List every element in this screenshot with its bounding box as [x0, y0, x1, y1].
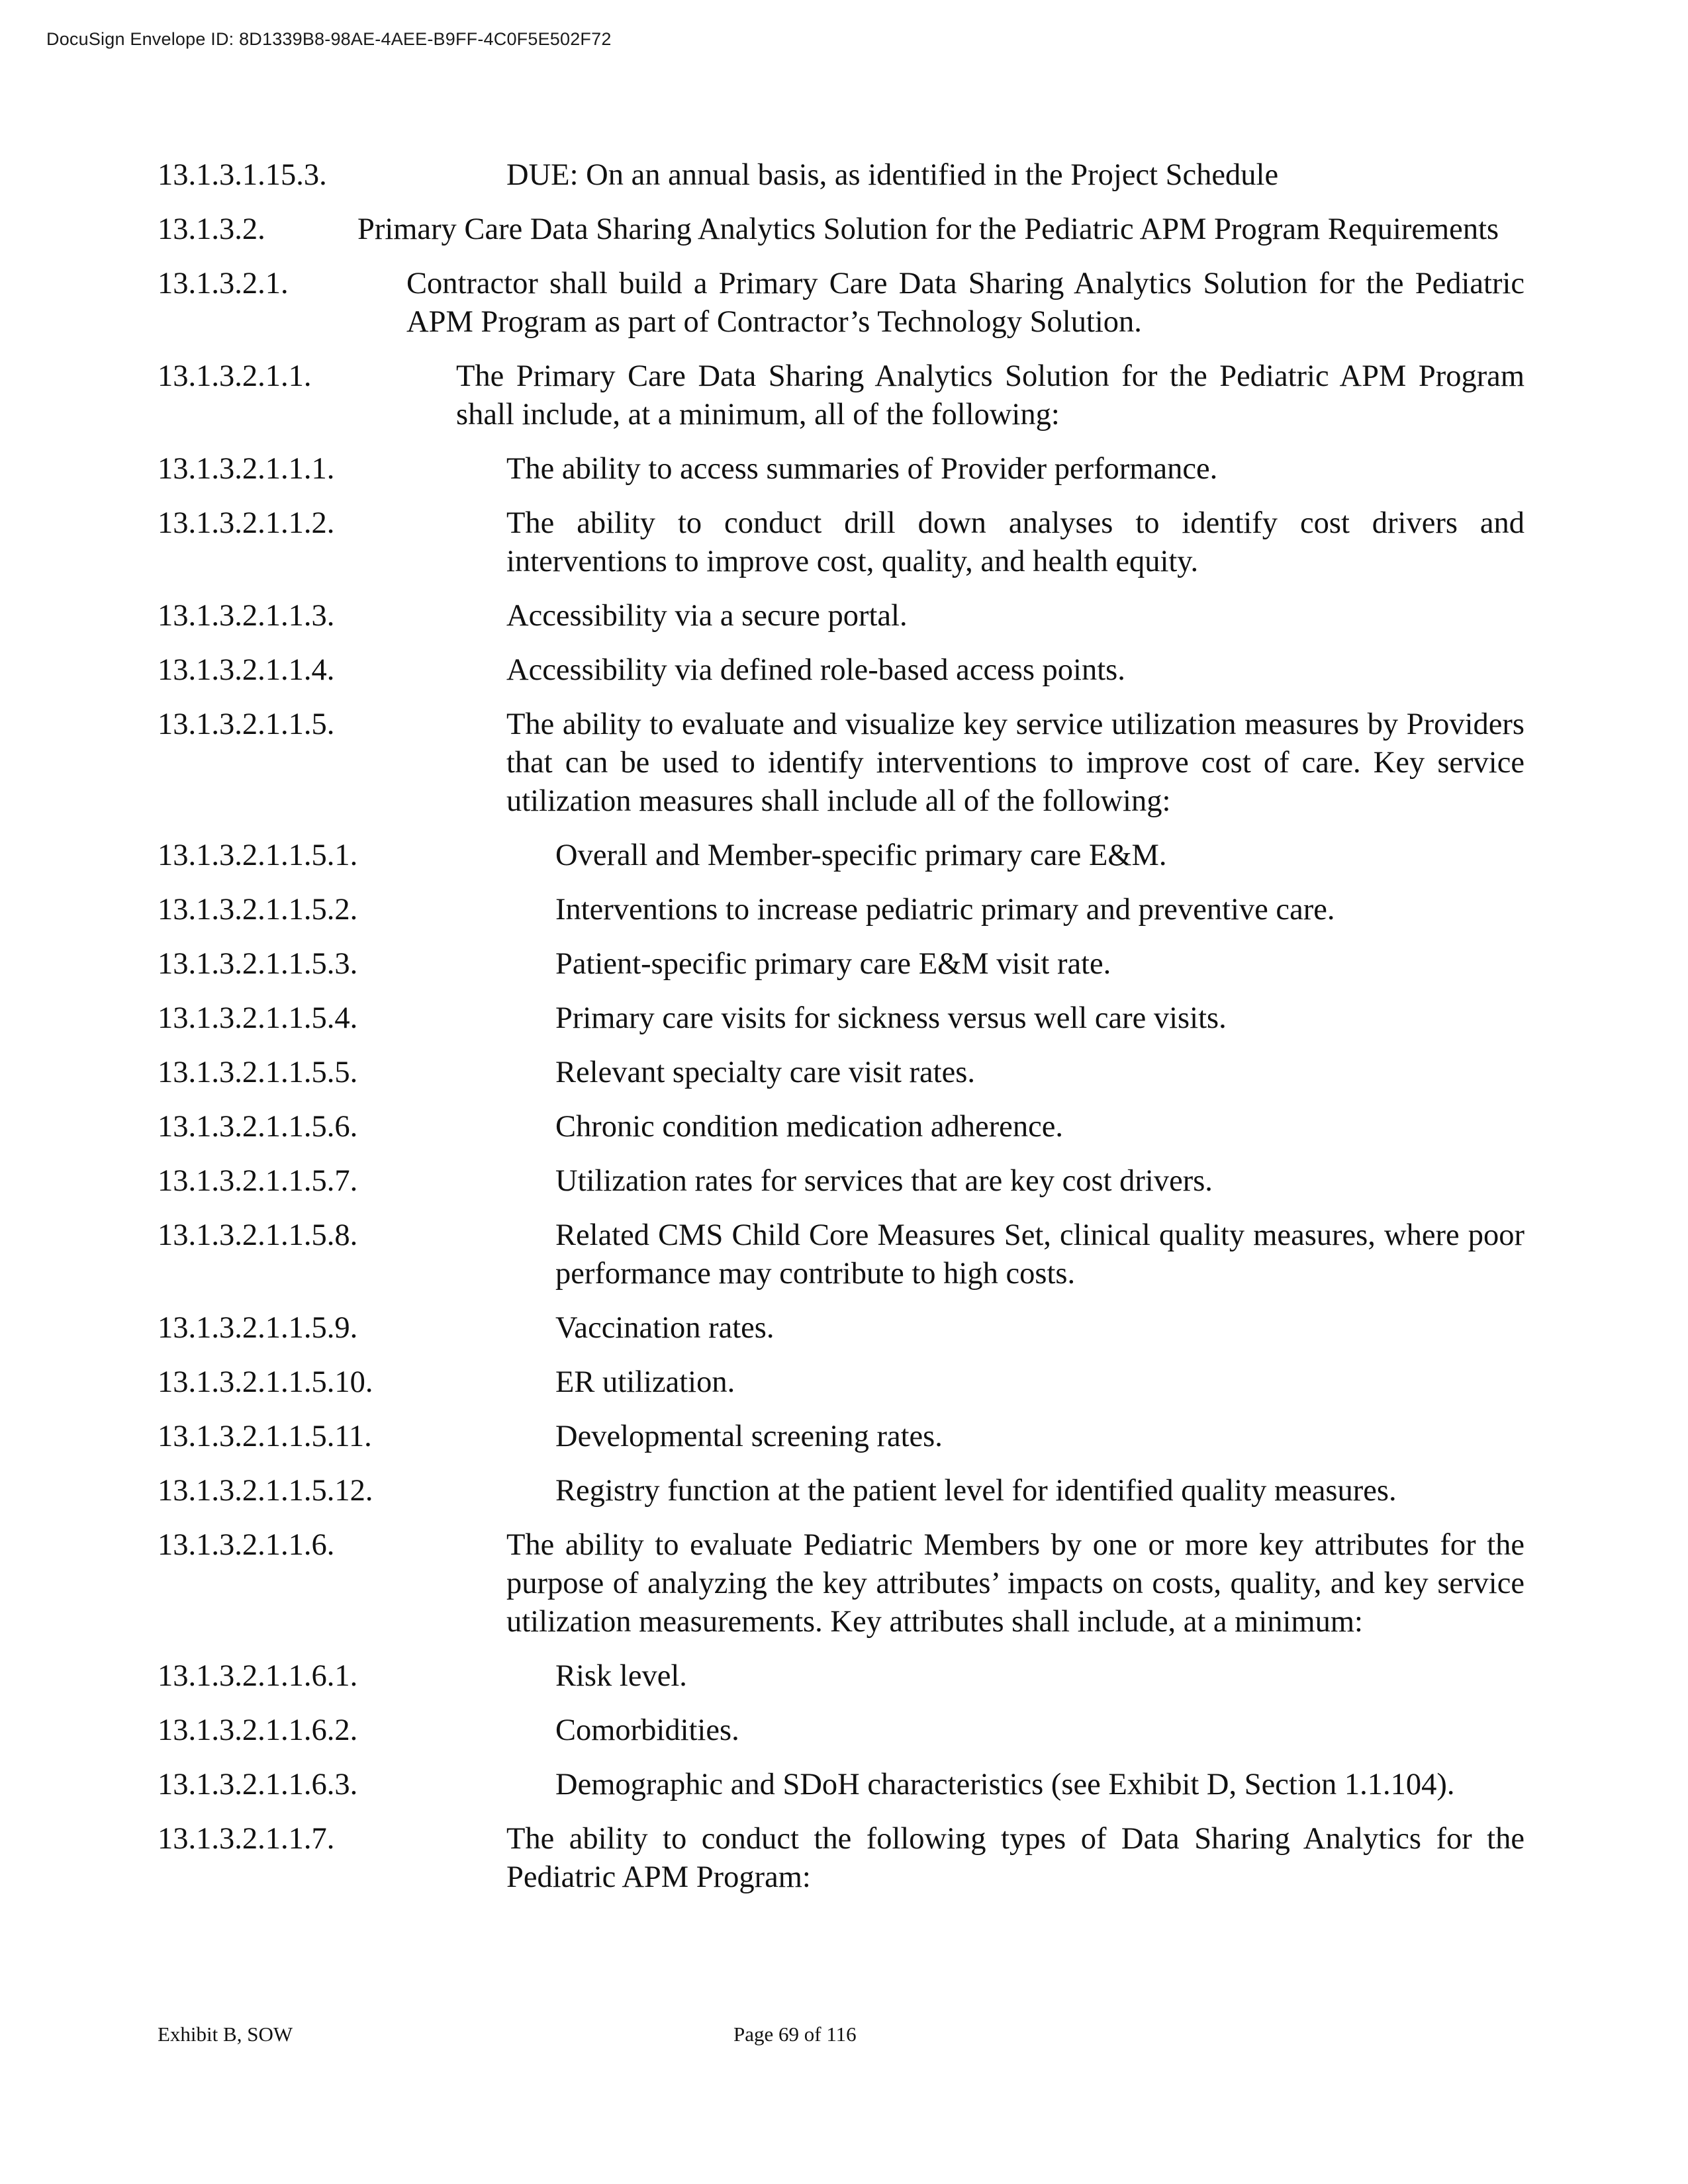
section-text: Patient-specific primary care E&M visit rate.	[555, 947, 1111, 981]
section-number: 13.1.3.2.1.1.5.1.	[158, 839, 358, 872]
section-number: 13.1.3.2.1.1.5.	[158, 707, 335, 741]
section-number: 13.1.3.2.1.1.7.	[158, 1822, 335, 1856]
section-entry	[158, 1472, 1524, 1510]
section-text: Demographic and SDoH characteristics (see Exhibit D, Section 1.1.104).	[555, 1768, 1455, 1801]
section-text: Registry function at the patient level for identified quality measures.	[555, 1474, 1397, 1508]
section-number: 13.1.3.2.1.1.5.3.	[158, 947, 358, 981]
footer-page-number: Page 69 of 116	[733, 2023, 857, 2046]
section-text: Relevant specialty care visit rates.	[555, 1056, 975, 1089]
section-number: 13.1.3.2.1.1.2.	[158, 506, 335, 540]
section-number: 13.1.3.2.1.1.5.6.	[158, 1110, 358, 1144]
section-entry	[158, 1526, 1524, 1641]
section-entry	[158, 597, 1524, 635]
section-text: The ability to conduct the following types of Data Sharing Analytics for the Pediatric APM Program:	[506, 1822, 1524, 1894]
section-text: Contractor shall build a Primary Care Data Sharing Analytics Solution for the Pediatric APM Program as part of Contractor’s Technology Solution.	[406, 267, 1524, 339]
section-entry	[158, 891, 1524, 929]
section-number: 13.1.3.2.1.1.6.3.	[158, 1768, 358, 1801]
section-entry	[158, 1309, 1524, 1347]
section-number: 13.1.3.2.1.1.5.10.	[158, 1365, 373, 1399]
section-text: Interventions to increase pediatric primary and preventive care.	[555, 893, 1335, 927]
section-text: Developmental screening rates.	[555, 1420, 943, 1453]
section-entry	[158, 651, 1524, 690]
section-entry	[158, 1162, 1524, 1201]
section-text: Overall and Member-specific primary care E&M.	[555, 839, 1167, 872]
section-text: The ability to evaluate and visualize key service utilization measures by Providers that can be used to identify interventions to improve cost of care. Key service utilization measures shall include all of the following:	[506, 707, 1524, 818]
section-number: 13.1.3.2.	[158, 212, 265, 246]
section-text: Vaccination rates.	[555, 1311, 774, 1345]
section-entry	[158, 945, 1524, 983]
section-number: 13.1.3.2.1.1.5.11.	[158, 1420, 372, 1453]
section-entry	[158, 265, 1524, 341]
section-text: Primary Care Data Sharing Analytics Solution for the Pediatric APM Program Requirements	[357, 212, 1499, 246]
section-number: 13.1.3.2.1.1.5.7.	[158, 1164, 358, 1198]
section-text: Chronic condition medication adherence.	[555, 1110, 1063, 1144]
section-text: The ability to evaluate Pediatric Members by one or more key attributes for the purpose of analyzing the key attributes’ impacts on costs, quality, and key service utilization measurements. Key attributes shall include, at a minimum:	[506, 1528, 1524, 1639]
section-number: 13.1.3.2.1.1.5.12.	[158, 1474, 373, 1508]
document-body	[158, 156, 1524, 1913]
section-entry	[158, 1363, 1524, 1402]
section-entry	[158, 210, 1524, 249]
section-entry	[158, 1108, 1524, 1146]
section-text: Primary care visits for sickness versus well care visits.	[555, 1001, 1227, 1035]
section-number: 13.1.3.2.1.1.4.	[158, 653, 335, 687]
section-text: ER utilization.	[555, 1365, 735, 1399]
section-text: Related CMS Child Core Measures Set, clinical quality measures, where poor performance may contribute to high costs.	[555, 1218, 1524, 1291]
section-number: 13.1.3.2.1.1.5.5.	[158, 1056, 358, 1089]
section-entry	[158, 1766, 1524, 1804]
section-number: 13.1.3.2.1.	[158, 267, 289, 300]
section-text: Accessibility via defined role-based access points.	[506, 653, 1125, 687]
section-number: 13.1.3.2.1.1.6.1.	[158, 1659, 358, 1693]
section-number: 13.1.3.2.1.1.6.	[158, 1528, 335, 1562]
section-entry	[158, 705, 1524, 821]
section-entry	[158, 999, 1524, 1038]
section-number: 13.1.3.2.1.1.	[158, 359, 312, 393]
section-number: 13.1.3.2.1.1.5.9.	[158, 1311, 358, 1345]
section-number: 13.1.3.2.1.1.3.	[158, 599, 335, 633]
section-number: 13.1.3.2.1.1.5.2.	[158, 893, 358, 927]
section-text: The Primary Care Data Sharing Analytics Solution for the Pediatric APM Program shall include, at a minimum, all of the following:	[456, 359, 1524, 432]
section-number: 13.1.3.2.1.1.5.4.	[158, 1001, 358, 1035]
section-entry	[158, 450, 1524, 488]
section-entry	[158, 837, 1524, 875]
section-entry	[158, 1657, 1524, 1696]
section-number: 13.1.3.2.1.1.5.8.	[158, 1218, 358, 1252]
footer-exhibit-label: Exhibit B, SOW	[158, 2023, 293, 2046]
section-entry	[158, 1711, 1524, 1750]
section-entry	[158, 1216, 1524, 1293]
section-entry	[158, 357, 1524, 434]
section-number: 13.1.3.1.15.3.	[158, 158, 327, 192]
section-text: Comorbidities.	[555, 1713, 739, 1747]
section-text: DUE: On an annual basis, as identified in the Project Schedule	[506, 158, 1279, 192]
section-entry	[158, 1054, 1524, 1092]
section-text: The ability to conduct drill down analyses to identify cost drivers and interventions to improve cost, quality, and health equity.	[506, 506, 1524, 578]
section-text: Risk level.	[555, 1659, 687, 1693]
section-number: 13.1.3.2.1.1.1.	[158, 452, 335, 486]
docusign-envelope-id: DocuSign Envelope ID: 8D1339B8-98AE-4AEE-B9FF-4C0F5E502F72	[46, 29, 612, 49]
section-entry	[158, 1418, 1524, 1456]
section-entry	[158, 504, 1524, 581]
section-text: Utilization rates for services that are key cost drivers.	[555, 1164, 1213, 1198]
section-entry	[158, 1820, 1524, 1897]
section-text: Accessibility via a secure portal.	[506, 599, 908, 633]
section-text: The ability to access summaries of Provider performance.	[506, 452, 1218, 486]
section-entry	[158, 156, 1524, 195]
section-number: 13.1.3.2.1.1.6.2.	[158, 1713, 358, 1747]
